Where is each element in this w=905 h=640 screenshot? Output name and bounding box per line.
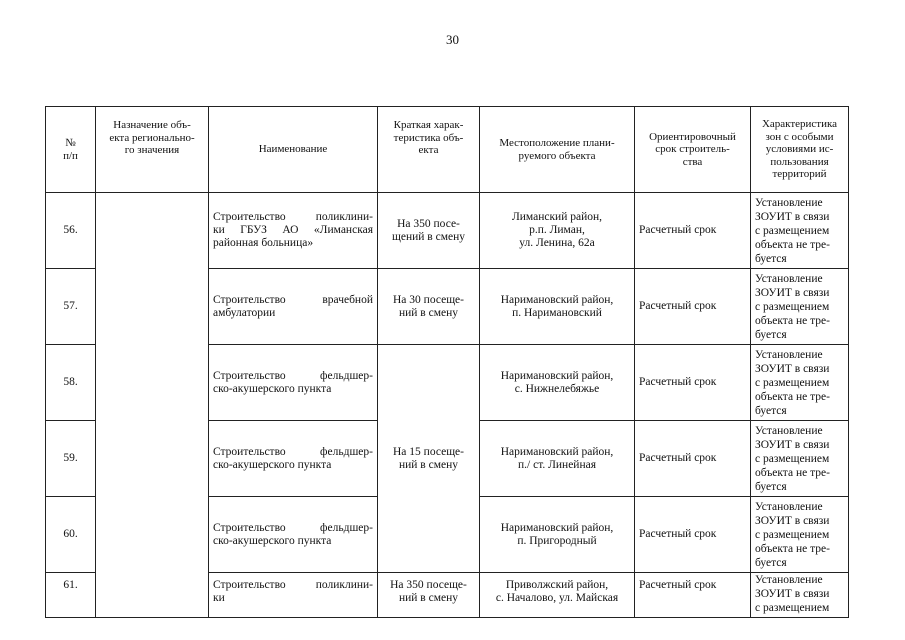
header-purpose: Назначение объ- екта регионально- го значения	[96, 107, 209, 193]
header-term: Ориентировочный срок строитель- ства	[635, 107, 751, 193]
construction-term: Расчетный срок	[635, 573, 751, 618]
row-number: 58.	[46, 345, 96, 421]
object-location: Лиманский район, р.п. Лиман, ул. Ленина, 62а	[480, 193, 635, 269]
purpose-cell	[96, 193, 209, 618]
zone-characteristic: Установление ЗОУИТ в связи с размещением объекта не тре- буется	[751, 497, 849, 573]
object-location: Приволжский район, с. Началово, ул. Майская	[480, 573, 635, 618]
object-location: Наримановский район, п./ ст. Линейная	[480, 421, 635, 497]
header-capacity: Краткая харак- теристика объ- екта	[378, 107, 480, 193]
header-zone: Характеристика зон с особыми условиями ис- пользования территорий	[751, 107, 849, 193]
object-location: Наримановский район, с. Нижнелебяжье	[480, 345, 635, 421]
object-location: Наримановский район, п. Пригородный	[480, 497, 635, 573]
construction-term: Расчетный срок	[635, 497, 751, 573]
header-location: Местоположение плани- руемого объекта	[480, 107, 635, 193]
row-number: 61.	[46, 573, 96, 618]
row-number: 60.	[46, 497, 96, 573]
zone-characteristic: Установление ЗОУИТ в связи с размещением объекта не тре- буется	[751, 345, 849, 421]
zone-characteristic: Установление ЗОУИТ в связи с размещением объекта не тре- буется	[751, 193, 849, 269]
object-location: Наримановский район, п. Наримановский	[480, 269, 635, 345]
object-name: Строительство фельдшер- ско-акушерского пункта	[209, 497, 378, 573]
table-header-row	[46, 107, 849, 193]
object-name: Строительство поликлини- ки ГБУЗ АО «Лиманская районная больница»	[209, 193, 378, 269]
header-num: № п/п	[46, 107, 96, 193]
zone-characteristic: Установление ЗОУИТ в связи с размещением	[751, 573, 849, 618]
construction-term: Расчетный срок	[635, 269, 751, 345]
objects-table	[45, 106, 849, 618]
zone-characteristic: Установление ЗОУИТ в связи с размещением объекта не тре- буется	[751, 421, 849, 497]
object-name: Строительство поликлини- ки	[209, 573, 378, 618]
construction-term: Расчетный срок	[635, 193, 751, 269]
zone-characteristic: Установление ЗОУИТ в связи с размещением объекта не тре- буется	[751, 269, 849, 345]
object-capacity: На 350 посеще- ний в смену	[378, 573, 480, 618]
object-capacity: На 350 посе- щений в смену	[378, 193, 480, 269]
object-capacity: На 30 посеще- ний в смену	[378, 269, 480, 345]
row-number: 56.	[46, 193, 96, 269]
header-name: Наименование	[209, 107, 378, 193]
object-name: Строительство фельдшер- ско-акушерского пункта	[209, 345, 378, 421]
row-number: 59.	[46, 421, 96, 497]
row-number: 57.	[46, 269, 96, 345]
table-row	[46, 193, 849, 269]
object-name: Строительство фельдшер- ско-акушерского пункта	[209, 421, 378, 497]
page-number: 30	[446, 32, 459, 47]
construction-term: Расчетный срок	[635, 421, 751, 497]
object-capacity: На 15 посеще- ний в смену	[378, 345, 480, 573]
object-name: Строительство врачебной амбулатории	[209, 269, 378, 345]
construction-term: Расчетный срок	[635, 345, 751, 421]
